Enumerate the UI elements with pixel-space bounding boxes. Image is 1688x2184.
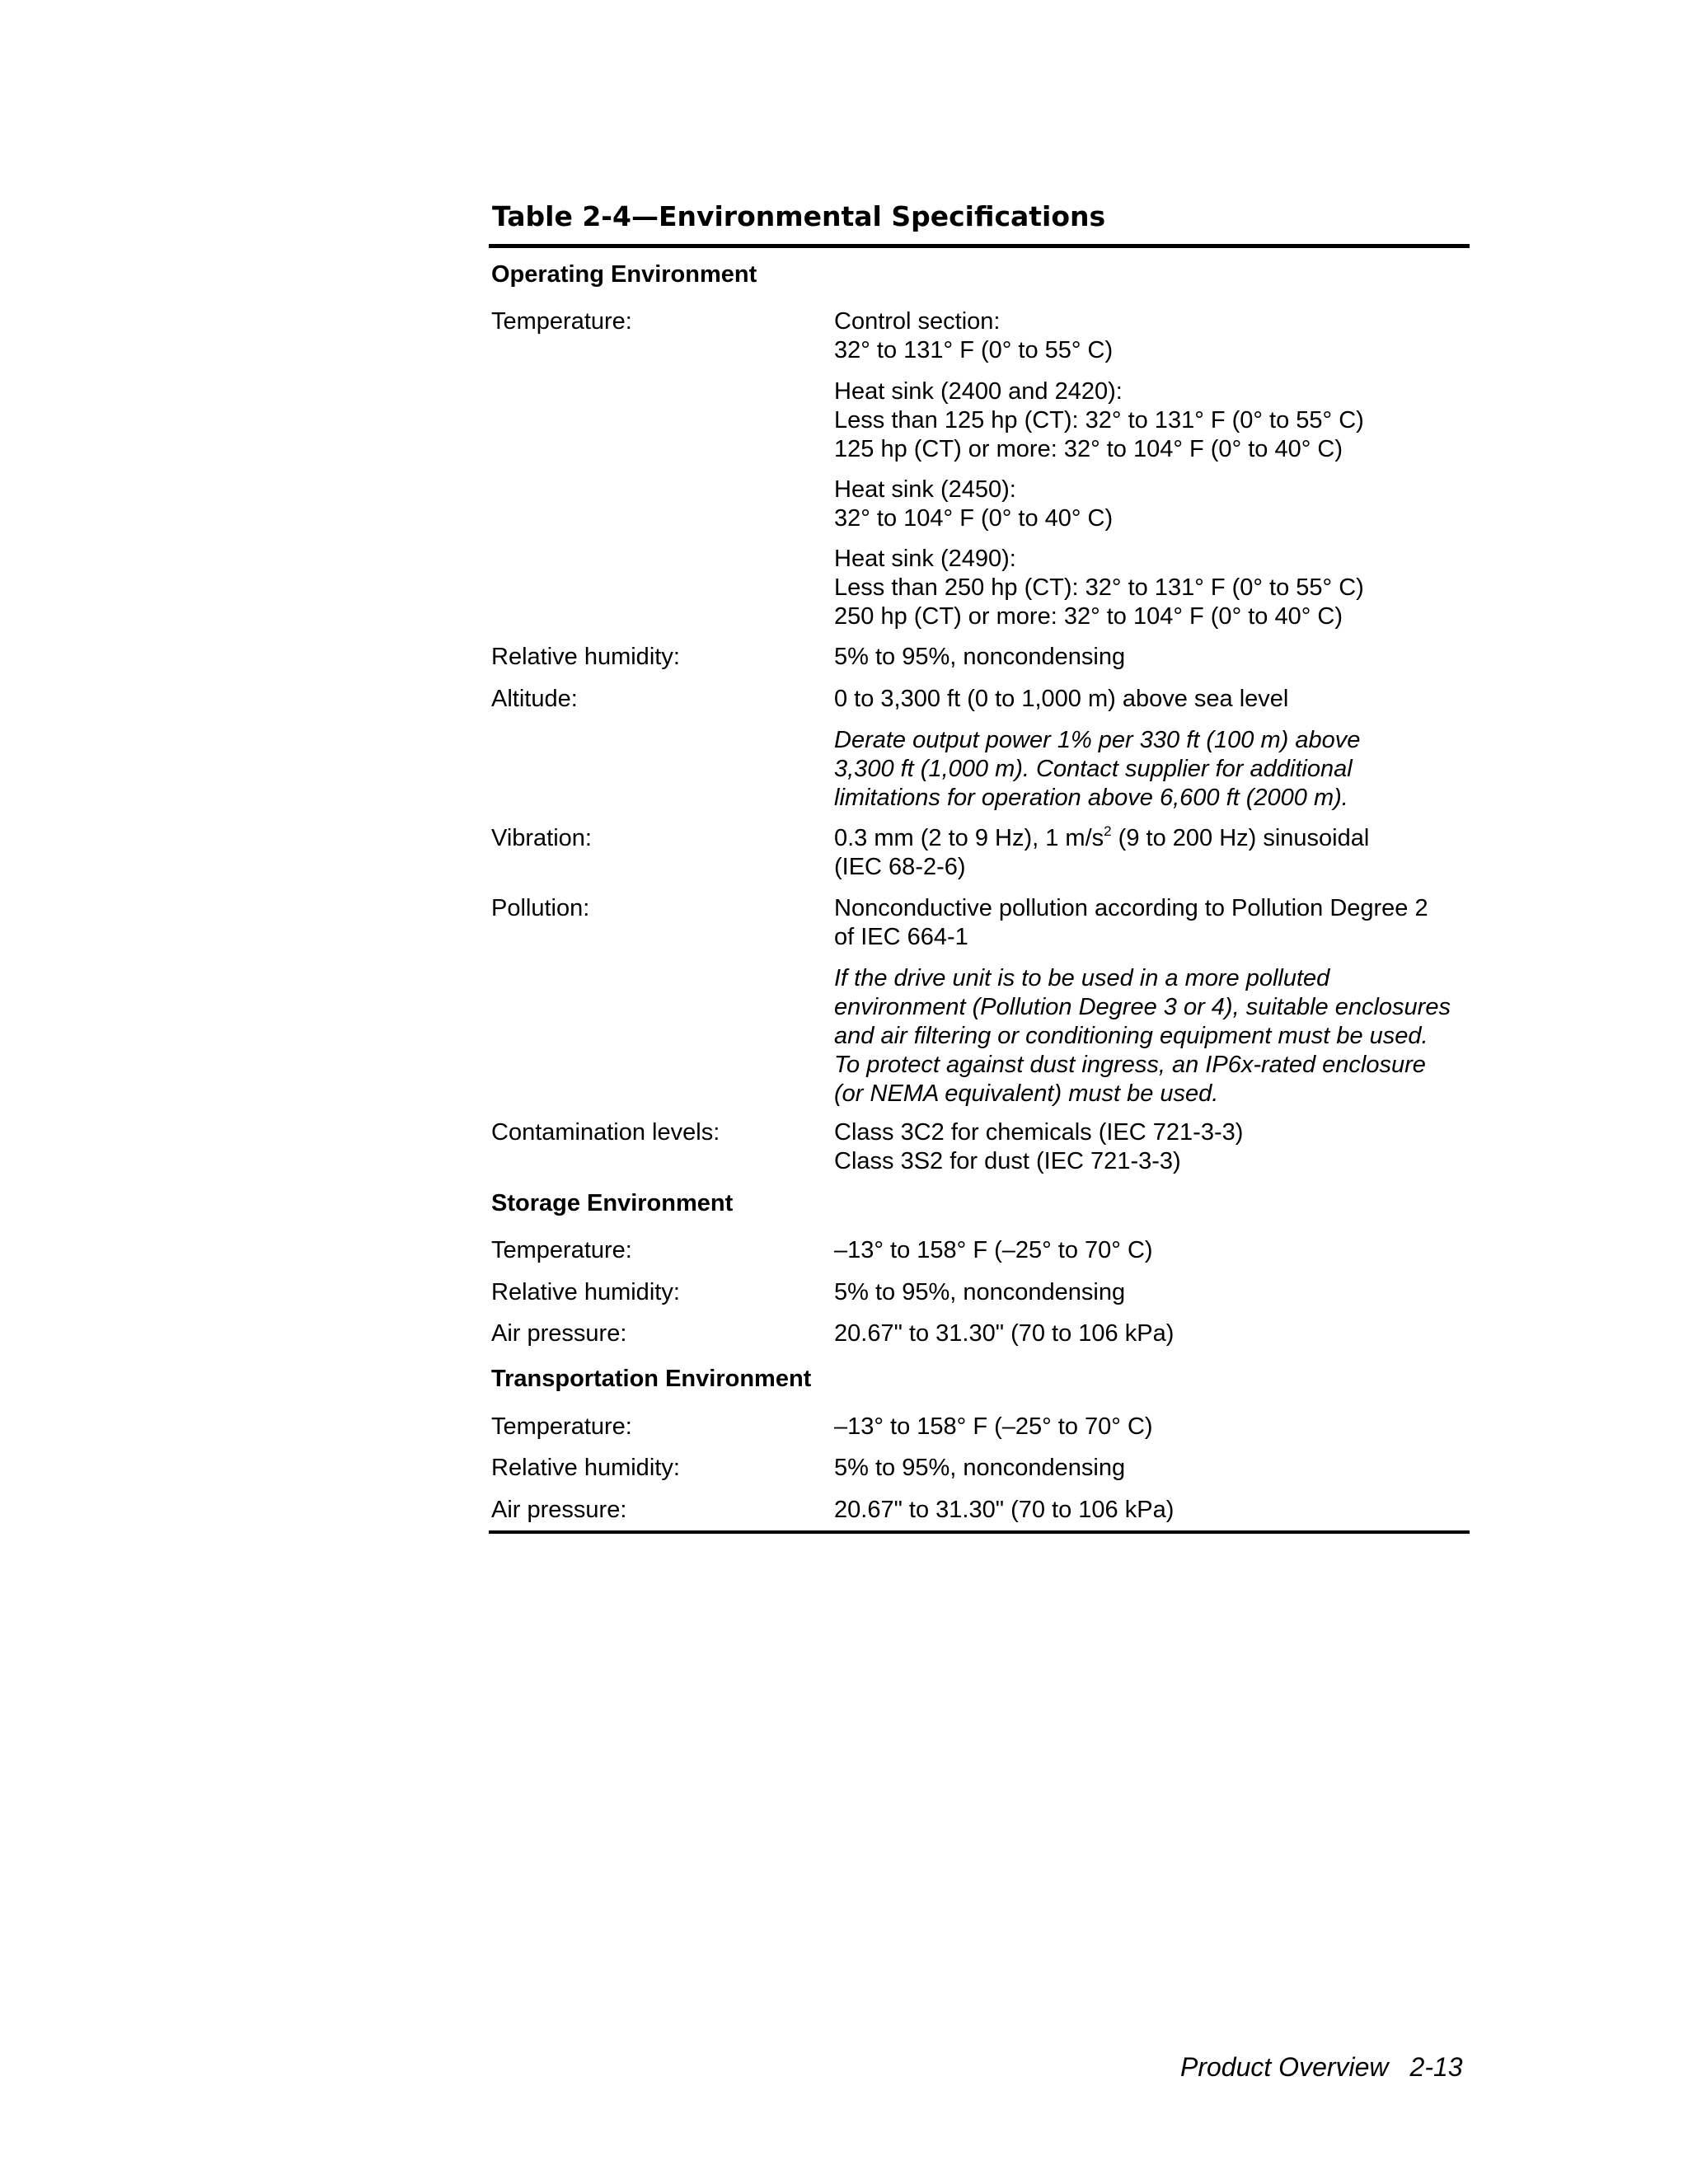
row-label-pollution: Pollution: <box>491 895 590 921</box>
note-line: and air filtering or conditioning equipment must be used. <box>834 1023 1428 1049</box>
row-label-storage-humidity: Relative humidity: <box>491 1279 680 1305</box>
row-label-humidity: Relative humidity: <box>491 644 680 670</box>
row-value-transport-humidity: 5% to 95%, noncondensing <box>834 1455 1126 1481</box>
page-footer <box>1180 2052 1463 2083</box>
note-line: (or NEMA equivalent) must be used. <box>834 1080 1219 1107</box>
row-label-temperature: Temperature: <box>491 308 632 335</box>
section-heading-transportation: Transportation Environment <box>491 1366 812 1392</box>
pollution-note <box>834 964 1451 1108</box>
note-line: Derate output power 1% per 330 ft (100 m) above <box>834 727 1361 753</box>
row-value-pollution <box>834 894 1428 952</box>
row-value-storage-temperature: –13° to 158° F (–25° to 70° C) <box>834 1237 1153 1263</box>
altitude-note <box>834 726 1360 813</box>
row-label-altitude: Altitude: <box>491 686 578 712</box>
contamination-line: Class 3C2 for chemicals (IEC 721-3-3) <box>834 1119 1244 1146</box>
row-label-vibration: Vibration: <box>491 825 592 851</box>
temp-block-heat-sink-2490 <box>834 545 1364 631</box>
temp-line: 250 hp (CT) or more: 32° to 104° F (0° to 40° C) <box>834 603 1343 630</box>
section-heading-operating: Operating Environment <box>491 261 757 288</box>
vibration-text-rest: (9 to 200 Hz) sinusoidal <box>1111 825 1370 851</box>
note-line: limitations for operation above 6,600 ft (2000 m). <box>834 785 1348 811</box>
note-line: To protect against dust ingress, an IP6x-rated enclosure <box>834 1052 1426 1078</box>
temp-line: Less than 125 hp (CT): 32° to 131° F (0° to 55° C) <box>834 407 1364 434</box>
temp-line: Heat sink (2490): <box>834 546 1016 572</box>
row-label-transport-humidity: Relative humidity: <box>491 1455 680 1481</box>
temp-line: Heat sink (2450): <box>834 476 1016 503</box>
temp-line: 125 hp (CT) or more: 32° to 104° F (0° to 40° C) <box>834 436 1343 462</box>
row-label-contamination: Contamination levels: <box>491 1119 720 1146</box>
row-value-altitude: 0 to 3,300 ft (0 to 1,000 m) above sea level <box>834 686 1289 712</box>
temp-block-control-section <box>834 307 1113 365</box>
row-value-storage-pressure: 20.67" to 31.30" (70 to 106 kPa) <box>834 1320 1175 1347</box>
row-label-transport-temperature: Temperature: <box>491 1413 632 1440</box>
temp-line: Heat sink (2400 and 2420): <box>834 378 1123 405</box>
note-line: environment (Pollution Degree 3 or 4), suitable enclosures <box>834 994 1451 1020</box>
table-top-rule <box>489 244 1470 248</box>
note-line: 3,300 ft (1,000 m). Contact supplier for additional <box>834 756 1353 782</box>
temp-line: 32° to 131° F (0° to 55° C) <box>834 337 1114 363</box>
temp-line: 32° to 104° F (0° to 40° C) <box>834 505 1114 532</box>
temp-block-heat-sink-2400-2420 <box>834 377 1364 464</box>
pollution-line: Nonconductive pollution according to Pollution Degree 2 <box>834 895 1428 921</box>
note-line: If the drive unit is to be used in a more polluted <box>834 965 1330 991</box>
row-value-storage-humidity: 5% to 95%, noncondensing <box>834 1279 1126 1305</box>
temp-block-heat-sink-2450 <box>834 476 1113 533</box>
pollution-line: of IEC 664-1 <box>834 924 968 950</box>
row-value-contamination <box>834 1118 1243 1176</box>
table-title: Table 2-4—Environmental Specifications <box>492 200 1106 232</box>
row-label-storage-pressure: Air pressure: <box>491 1320 627 1347</box>
temp-line: Less than 250 hp (CT): 32° to 131° F (0° to 55° C) <box>834 574 1364 601</box>
temp-line: Control section: <box>834 308 1001 335</box>
row-label-transport-pressure: Air pressure: <box>491 1497 627 1523</box>
row-value-transport-pressure: 20.67" to 31.30" (70 to 106 kPa) <box>834 1497 1175 1523</box>
vibration-line <box>834 824 1369 853</box>
vibration-text: 0.3 mm (2 to 9 Hz), 1 m/s <box>834 825 1104 851</box>
footer-section-title: Product Overview <box>1180 2052 1389 2082</box>
row-value-transport-temperature: –13° to 158° F (–25° to 70° C) <box>834 1413 1153 1440</box>
contamination-line: Class 3S2 for dust (IEC 721-3-3) <box>834 1148 1181 1174</box>
row-value-vibration <box>834 824 1369 882</box>
row-label-storage-temperature: Temperature: <box>491 1237 632 1263</box>
row-value-humidity: 5% to 95%, noncondensing <box>834 644 1126 670</box>
page-number: 2-13 <box>1409 2052 1463 2082</box>
vibration-standard: (IEC 68-2-6) <box>834 854 966 880</box>
table-bottom-rule <box>489 1530 1470 1534</box>
section-heading-storage: Storage Environment <box>491 1190 734 1216</box>
vibration-exponent: 2 <box>1104 823 1112 839</box>
